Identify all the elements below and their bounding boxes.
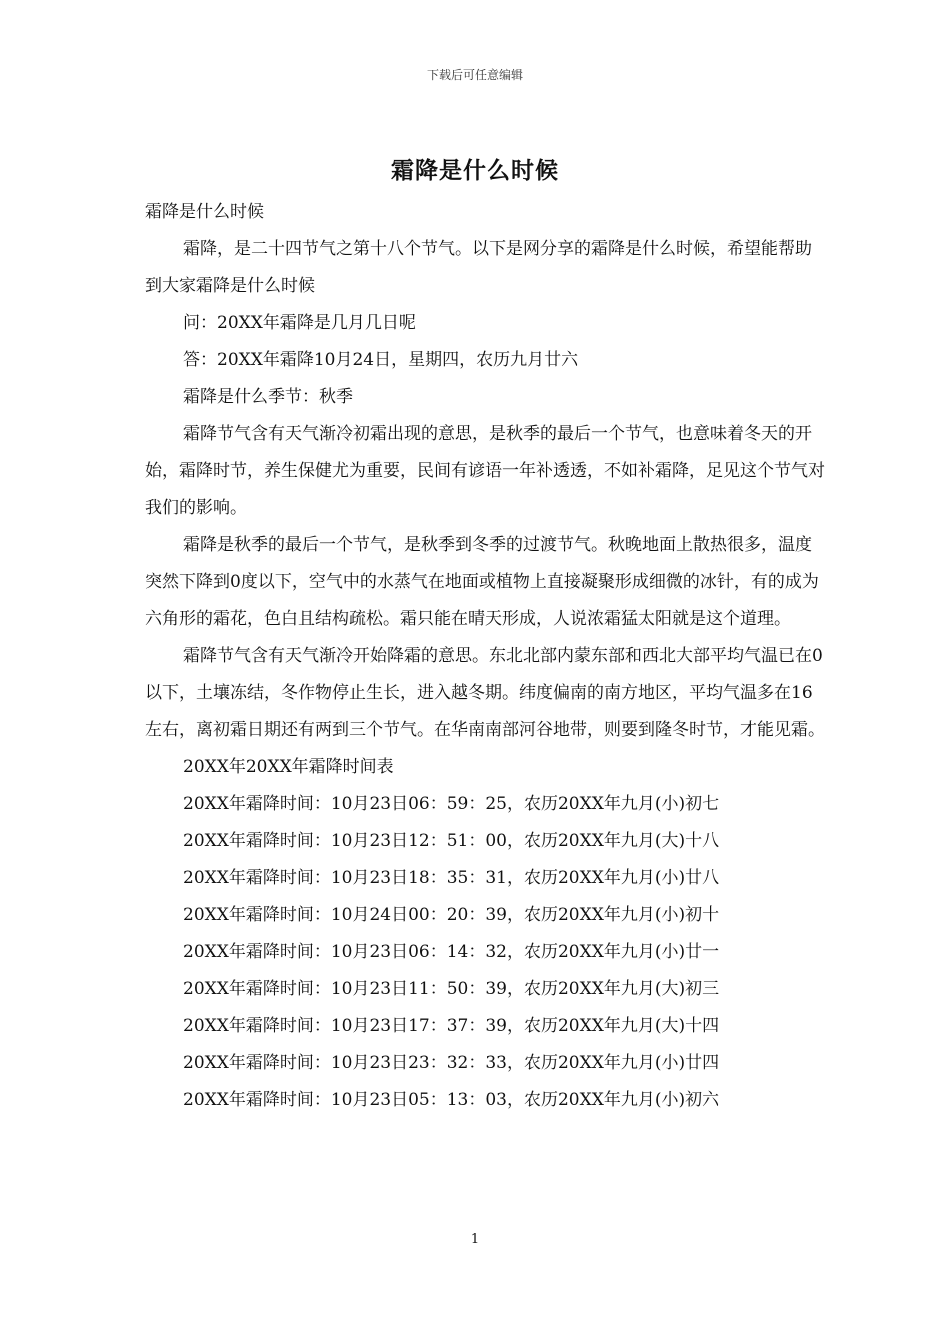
schedule-row: 20XX年霜降时间：10月24日00：20：39，农历20XX年九月(小)初十 <box>183 905 720 925</box>
schedule-list <box>145 786 825 1119</box>
schedule-row: 20XX年霜降时间：10月23日11：50：39，农历20XX年九月(大)初三 <box>183 979 720 999</box>
schedule-row: 20XX年霜降时间：10月23日05：13：03，农历20XX年九月(小)初六 <box>183 1090 720 1110</box>
schedule-row: 20XX年霜降时间：10月23日18：35：31，农历20XX年九月(小)廿八 <box>183 868 720 888</box>
schedule-row: 20XX年霜降时间：10月23日23：32：33，农历20XX年九月(小)廿四 <box>183 1053 720 1073</box>
schedule-row: 20XX年霜降时间：10月23日12：51：00，农历20XX年九月(大)十八 <box>183 831 720 851</box>
question-line: 问：20XX年霜降是几月几日呢 <box>183 313 416 333</box>
intro-paragraph: 霜降，是二十四节气之第十八个节气。以下是网分享的霜降是什么时候，希望能帮助到大家霜降是什么时候 <box>145 239 812 296</box>
body-paragraph-1: 霜降节气含有天气渐冷初霜出现的意思，是秋季的最后一个节气，也意味着冬天的开始，霜降时节，养生保健尤为重要，民间有谚语一年补透透，不如补霜降，足见这个节气对我们的影响。 <box>145 424 825 518</box>
document-title: 霜降是什么时候 <box>391 157 559 184</box>
season-line: 霜降是什么季节：秋季 <box>183 387 353 407</box>
schedule-heading: 20XX年20XX年霜降时间表 <box>183 757 394 777</box>
document-body <box>145 194 825 1119</box>
page-number: 1 <box>470 1232 480 1247</box>
header-note: 下载后可任意编辑 <box>426 68 523 82</box>
body-paragraph-3: 霜降节气含有天气渐冷开始降霜的意思。东北北部内蒙东部和西北大部平均气温已在0以下，土壤冻结，冬作物停止生长，进入越冬期。纬度偏南的南方地区，平均气温多在16左右，离初霜日期还有两到三个节气。在华南南部河谷地带，则要到隆冬时节，才能见霜。 <box>145 646 825 740</box>
answer-line: 答：20XX年霜降10月24日，星期四，农历九月廿六 <box>183 350 579 370</box>
subtitle: 霜降是什么时候 <box>145 202 264 222</box>
schedule-row: 20XX年霜降时间：10月23日06：59：25，农历20XX年九月(小)初七 <box>183 794 720 814</box>
schedule-row: 20XX年霜降时间：10月23日06：14：32，农历20XX年九月(小)廿一 <box>183 942 720 962</box>
body-paragraph-2: 霜降是秋季的最后一个节气，是秋季到冬季的过渡节气。秋晚地面上散热很多，温度突然下降到0度以下，空气中的水蒸气在地面或植物上直接凝聚形成细微的冰针，有的成为六角形的霜花，色白且结构疏松。霜只能在晴天形成，人说浓霜猛太阳就是这个道理。 <box>145 535 819 629</box>
schedule-row: 20XX年霜降时间：10月23日17：37：39，农历20XX年九月(大)十四 <box>183 1016 720 1036</box>
